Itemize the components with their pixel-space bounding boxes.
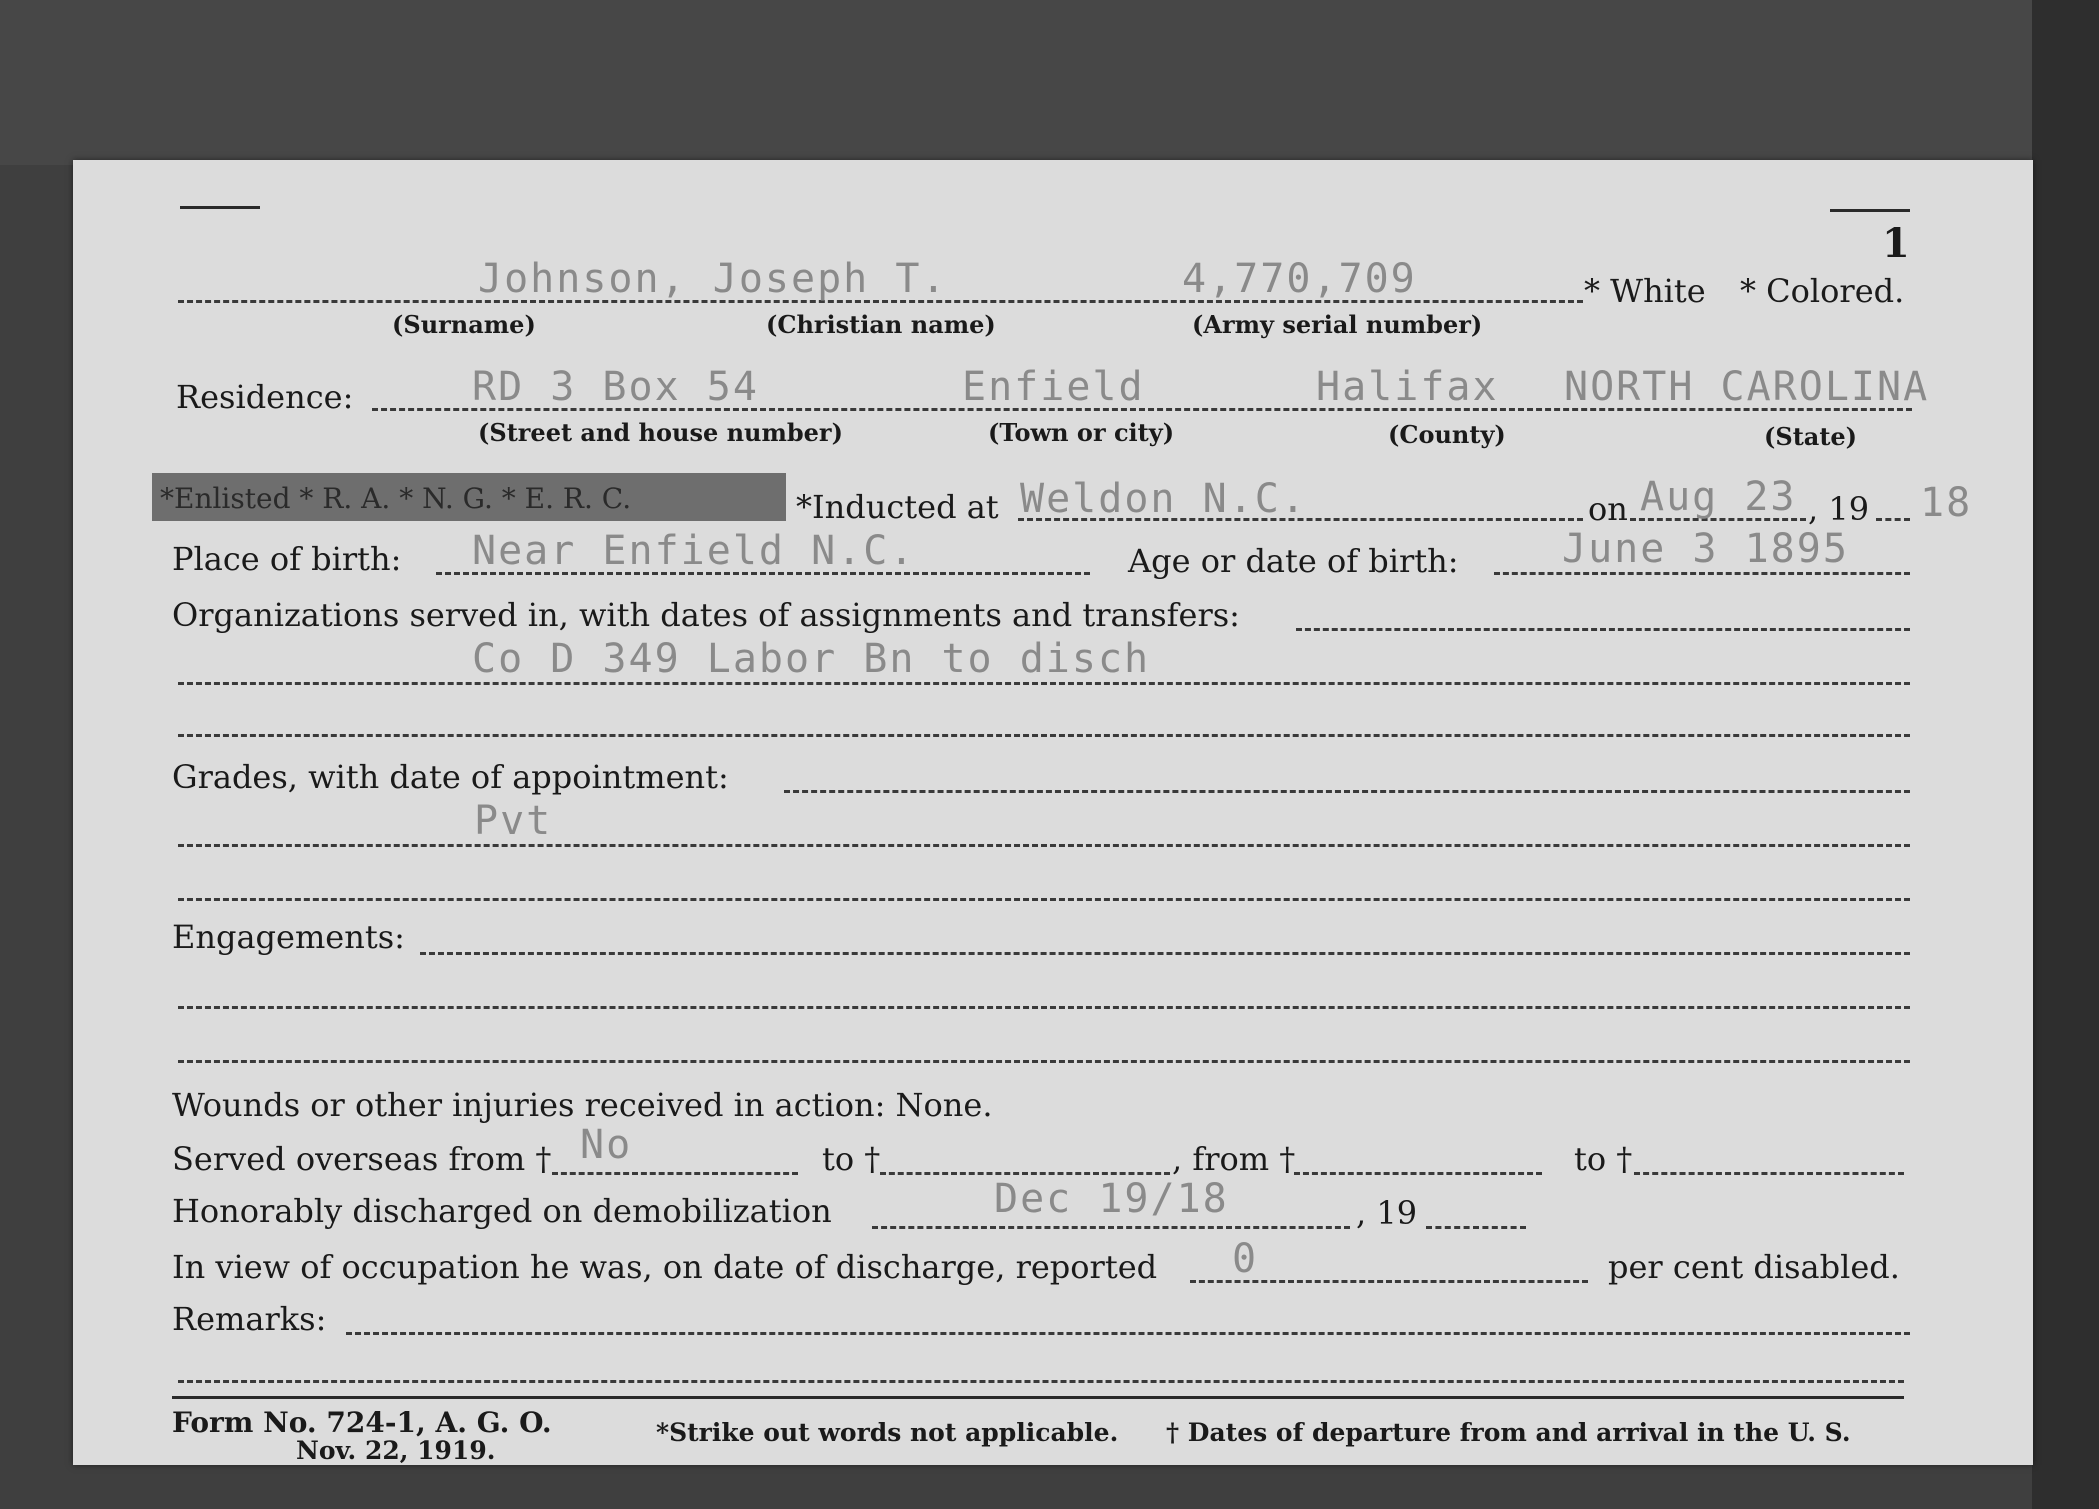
surname-caption: (Surname): [392, 310, 536, 339]
race-white: * White: [1584, 272, 1706, 310]
serial-caption: (Army serial number): [1192, 310, 1483, 339]
remarks-line-1: [346, 1332, 1910, 1335]
overseas-to-line: [880, 1172, 1170, 1175]
overseas-from2-line: [1294, 1172, 1542, 1175]
remarks-label: Remarks:: [172, 1300, 327, 1338]
overseas-to-label: to †: [822, 1140, 881, 1178]
race-colored: * Colored.: [1740, 272, 1905, 310]
year-prefix: , 19: [1808, 490, 1870, 528]
card-number: 1: [1882, 220, 1910, 267]
discharge-label: Honorably discharged on demobilization: [172, 1192, 832, 1230]
overseas-to2-line: [1634, 1172, 1904, 1175]
name-value: Johnson, Joseph T.: [478, 256, 948, 302]
top-right-rule: [1830, 209, 1910, 212]
strike-note: *Strike out words not applicable.: [656, 1418, 1119, 1447]
dates-note: † Dates of departure from and arrival in the U. S.: [1166, 1418, 1851, 1447]
age-value: June 3 1895: [1562, 526, 1849, 572]
state-value: NORTH CAROLINA: [1564, 364, 1930, 410]
street-caption: (Street and house number): [478, 418, 843, 447]
residence-label: Residence:: [176, 378, 354, 416]
year-value: 18: [1920, 480, 1973, 526]
wounds-text: Wounds or other injuries received in action: None.: [172, 1086, 993, 1124]
grades-label: Grades, with date of appointment:: [172, 758, 729, 796]
disability-label: In view of occupation he was, on date of discharge, reported: [172, 1248, 1158, 1286]
form-date: Nov. 22, 1919.: [296, 1436, 496, 1465]
organizations-value: Co D 349 Labor Bn to disch: [472, 636, 1151, 682]
year-line: [1876, 518, 1910, 521]
place-of-birth-value: Near Enfield N.C.: [472, 528, 916, 574]
discharge-year-line: [1426, 1226, 1526, 1229]
background-top: [0, 0, 2099, 165]
discharge-value: Dec 19/18: [994, 1176, 1229, 1222]
place-of-birth-label: Place of birth:: [172, 540, 402, 578]
organizations-line-2: [178, 682, 1910, 685]
footer-rule: [172, 1396, 1904, 1399]
top-left-rule: [180, 206, 260, 209]
street-value: RD 3 Box 54: [472, 364, 759, 410]
inducted-label: *Inducted at: [796, 488, 999, 526]
engagements-line-3: [178, 1060, 1910, 1063]
age-line: [1494, 572, 1910, 575]
discharge-line: [872, 1226, 1350, 1229]
state-caption: (State): [1764, 422, 1858, 451]
christian-caption: (Christian name): [766, 310, 996, 339]
enlisted-label: *Enlisted * R. A. * N. G. * E. R. C.: [160, 482, 632, 515]
grades-line-1: [784, 790, 1910, 793]
grades-line-2: [178, 844, 1910, 847]
age-label: Age or date of birth:: [1128, 542, 1459, 580]
county-caption: (County): [1388, 420, 1506, 449]
inducted-value: Weldon N.C.: [1020, 476, 1307, 522]
county-value: Halifax: [1316, 364, 1499, 410]
form-number: Form No. 724-1, A. G. O.: [172, 1406, 552, 1439]
date-value: Aug 23: [1640, 474, 1797, 520]
overseas-value: No: [580, 1122, 633, 1168]
grades-line-3: [178, 898, 1910, 901]
organizations-label: Organizations served in, with dates of assignments and transfers:: [172, 596, 1240, 634]
overseas-to2-label: to †: [1574, 1140, 1633, 1178]
grades-value: Pvt: [474, 798, 553, 844]
organizations-line-1: [1296, 628, 1910, 631]
engagements-line-1: [420, 952, 1910, 955]
town-value: Enfield: [962, 364, 1145, 410]
overseas-label: Served overseas from †: [172, 1140, 552, 1178]
disability-value: 0: [1232, 1236, 1259, 1282]
background-right-strip: [2032, 0, 2099, 1509]
serial-value: 4,770,709: [1182, 256, 1417, 302]
remarks-line-2: [178, 1380, 1904, 1383]
engagements-line-2: [178, 1006, 1910, 1009]
discharge-year-label: , 19: [1356, 1194, 1418, 1232]
overseas-from-line: [552, 1172, 798, 1175]
disability-suffix: per cent disabled.: [1608, 1248, 1900, 1286]
overseas-from2-label: , from †: [1172, 1140, 1296, 1178]
on-label: on: [1588, 490, 1628, 528]
engagements-label: Engagements:: [172, 918, 405, 956]
town-caption: (Town or city): [988, 418, 1175, 447]
organizations-line-3: [178, 734, 1910, 737]
